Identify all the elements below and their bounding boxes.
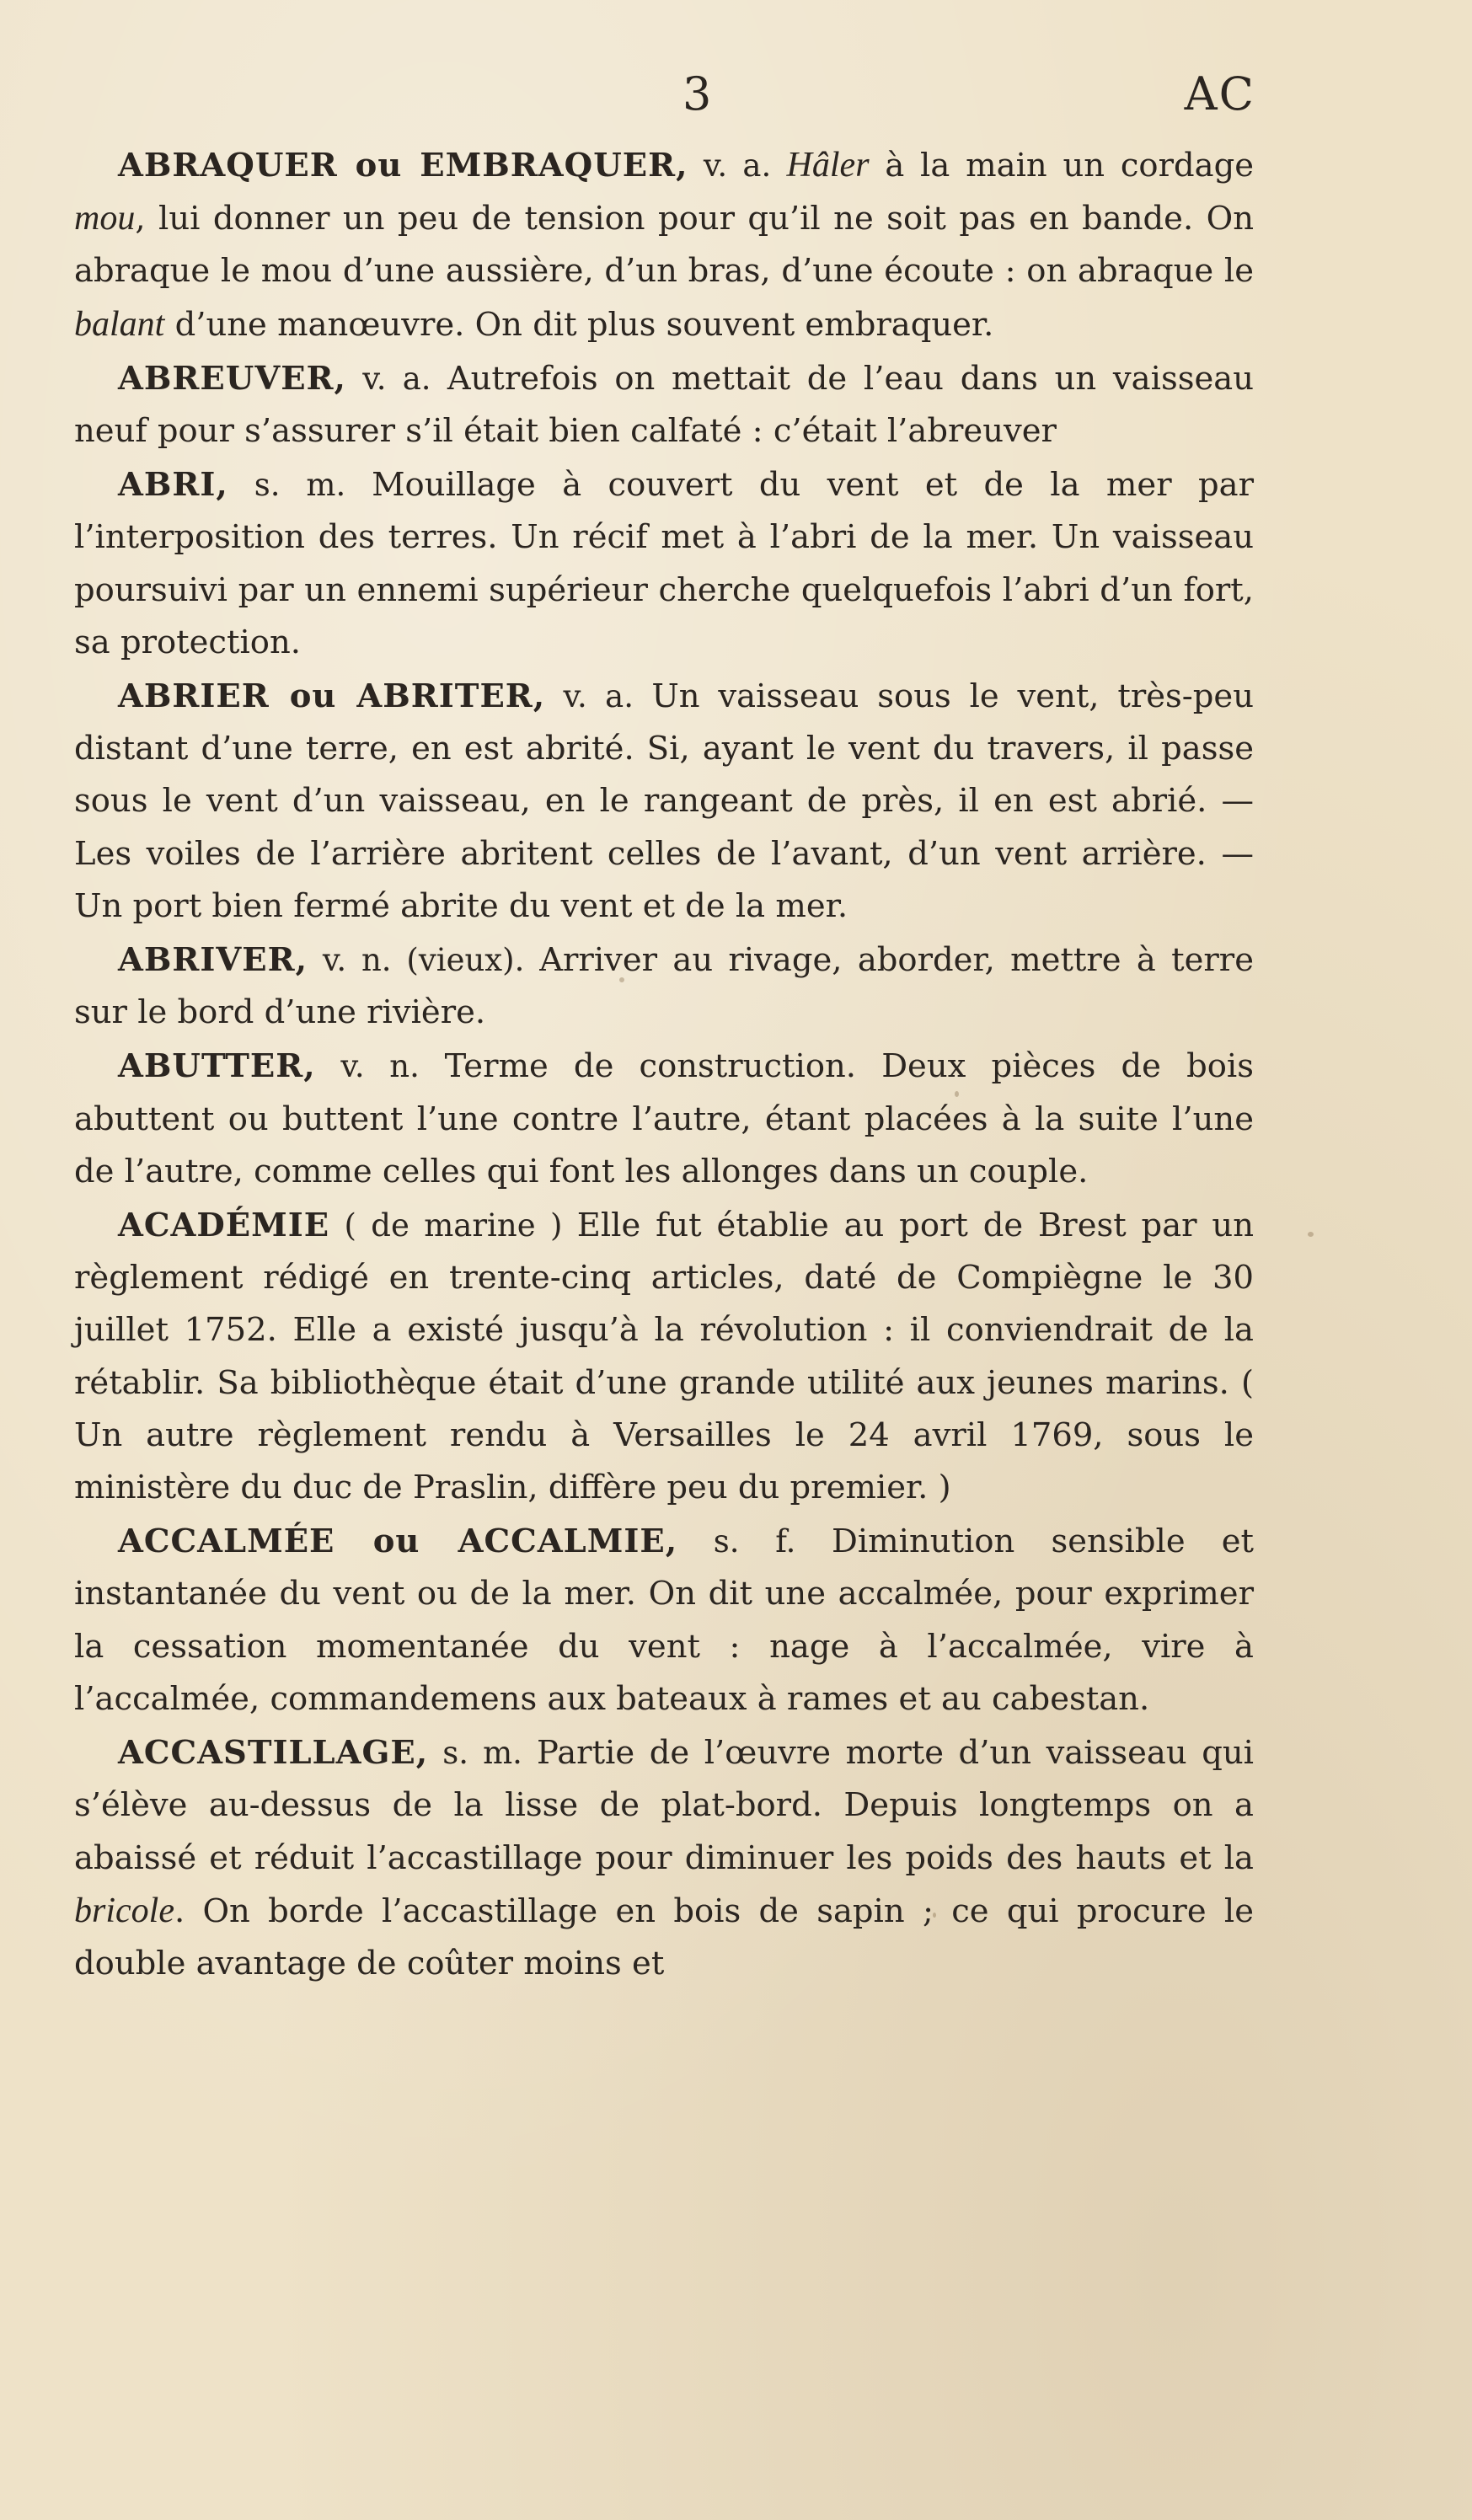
entry-headword: ABRI, bbox=[118, 466, 228, 505]
entry-definition-text: Elle fut établie au port de Brest par un règlement rédigé en trente-cinq articles, daté de Compiègne le 30 juillet 1752. Elle a existé jusqu’à la révolution : il conviendrait de la rétablir. Sa bibliothèque était d’une grande utilité aux jeunes marins. ( Un autre règlement rendu à Versailles le 24 avril 1769, sous le ministère du duc de Praslin, diffère peu du premier. ) bbox=[74, 1206, 1254, 1507]
entry-definition-text: Un vaisseau sous le vent, très-peu distant d’une terre, en est abrité. Si, ayant le vent du travers, il passe sous le vent d’un vaisseau, en le rangeant de près, il en est abrié. — Les voiles de l’arrière abritent celles de l’avant, d’un vent arrière. — Un port bien fermé abrite du vent et de la mer. bbox=[74, 677, 1254, 925]
entry-definition-text: Terme de construction. Deux pièces de bois abuttent ou buttent l’une contre l’autre, étant placées à la suite l’une de l’autre, comme celles qui font les allonges dans un couple. bbox=[74, 1047, 1254, 1190]
entry-headword: ABRAQUER ou EMBRAQUER, bbox=[118, 147, 688, 185]
entry-italic-term: Hâler bbox=[786, 146, 870, 185]
entry-definition-text: à la main un cordage bbox=[869, 147, 1255, 185]
entry-definition-text: . On borde l’accastillage en bois de sapin ; ce qui procure le double avantage de coûter moins et bbox=[74, 1891, 1254, 1982]
entry-headword: ACCASTILLAGE, bbox=[118, 1734, 429, 1773]
entry-headword: ACCALMÉE ou ACCALMIE, bbox=[118, 1522, 678, 1561]
entry-grammar: v. a. bbox=[688, 147, 787, 184]
dictionary-entry bbox=[74, 353, 1254, 457]
entry-headword: ABREUVER, bbox=[118, 359, 346, 398]
entry-definition-text: Diminution sensible et instantanée du vent ou de la mer. On dit une accalmée, pour exprimer la cessation momentanée du vent : nage à l’accalmée, vire à l’accalmée, commandemens aux bateaux à rames et au cabestan. bbox=[74, 1522, 1254, 1718]
entry-grammar: v. n. bbox=[315, 1048, 445, 1085]
running-head: AC bbox=[1184, 67, 1255, 120]
entry-italic-term: bricole bbox=[74, 1891, 174, 1930]
entry-definition-text: Mouillage à couvert du vent et de la mer par l’interposition des terres. Un récif met à l’abri de la mer. Un vaisseau poursuivi par un ennemi supérieur cherche quelquefois l’abri d’un fort, sa protection. bbox=[74, 466, 1254, 661]
dictionary-entry bbox=[74, 1516, 1254, 1725]
dictionary-entry bbox=[74, 459, 1254, 669]
entry-definition-text: , lui donner un peu de tension pour qu’il ne soit pas en bande. On abraque le mou d’une aussière, d’un bras, d’une écoute : on abraque le bbox=[74, 200, 1254, 291]
entry-grammar: v. a. bbox=[345, 360, 447, 397]
entry-headword: ABRIVER, bbox=[118, 941, 308, 980]
page-number: 3 bbox=[682, 67, 712, 120]
paper-foxing-spot bbox=[1308, 1232, 1314, 1237]
entry-headword: ABUTTER, bbox=[118, 1047, 316, 1086]
entry-headword: ACADÉMIE bbox=[118, 1206, 330, 1245]
dictionary-entry bbox=[74, 671, 1254, 933]
entry-grammar: s. m. bbox=[227, 467, 372, 504]
dictionary-entry bbox=[74, 139, 1254, 351]
entry-definition-text: Partie de l’œuvre morte d’un vaisseau qui s’élève au-dessus de la lisse de plat-bord. Depuis longtemps on a abaissé et réduit l’accastillage pour diminuer les poids des hauts et la bbox=[74, 1734, 1254, 1877]
page-header bbox=[80, 67, 1255, 135]
entry-grammar: s. m. bbox=[428, 1735, 538, 1772]
entry-grammar: s. f. bbox=[677, 1523, 832, 1560]
entry-grammar: ( de marine ) bbox=[329, 1207, 577, 1244]
entry-grammar: v. a. bbox=[545, 678, 652, 715]
entry-headword: ABRIER ou ABRITER, bbox=[118, 677, 546, 716]
entry-definition-text: d’une manœuvre. On dit plus souvent embraquer. bbox=[164, 305, 994, 344]
entry-italic-term: mou bbox=[74, 199, 136, 238]
dictionary-entry bbox=[74, 1200, 1254, 1514]
dictionary-entry bbox=[74, 934, 1254, 1039]
dictionary-entry bbox=[74, 1041, 1254, 1198]
entry-definition-text: Arriver au rivage, aborder, mettre à terre sur le bord d’une rivière. bbox=[74, 941, 1254, 1032]
entry-italic-term: balant bbox=[74, 304, 165, 344]
dictionary-body bbox=[74, 139, 1254, 1992]
entry-definition-text: Autrefois on mettait de l’eau dans un vaisseau neuf pour s’assurer s’il était bien calfaté : c’était l’abreuver bbox=[74, 359, 1254, 451]
entry-grammar: v. n. (vieux). bbox=[308, 942, 540, 979]
dictionary-entry bbox=[74, 1727, 1254, 1990]
